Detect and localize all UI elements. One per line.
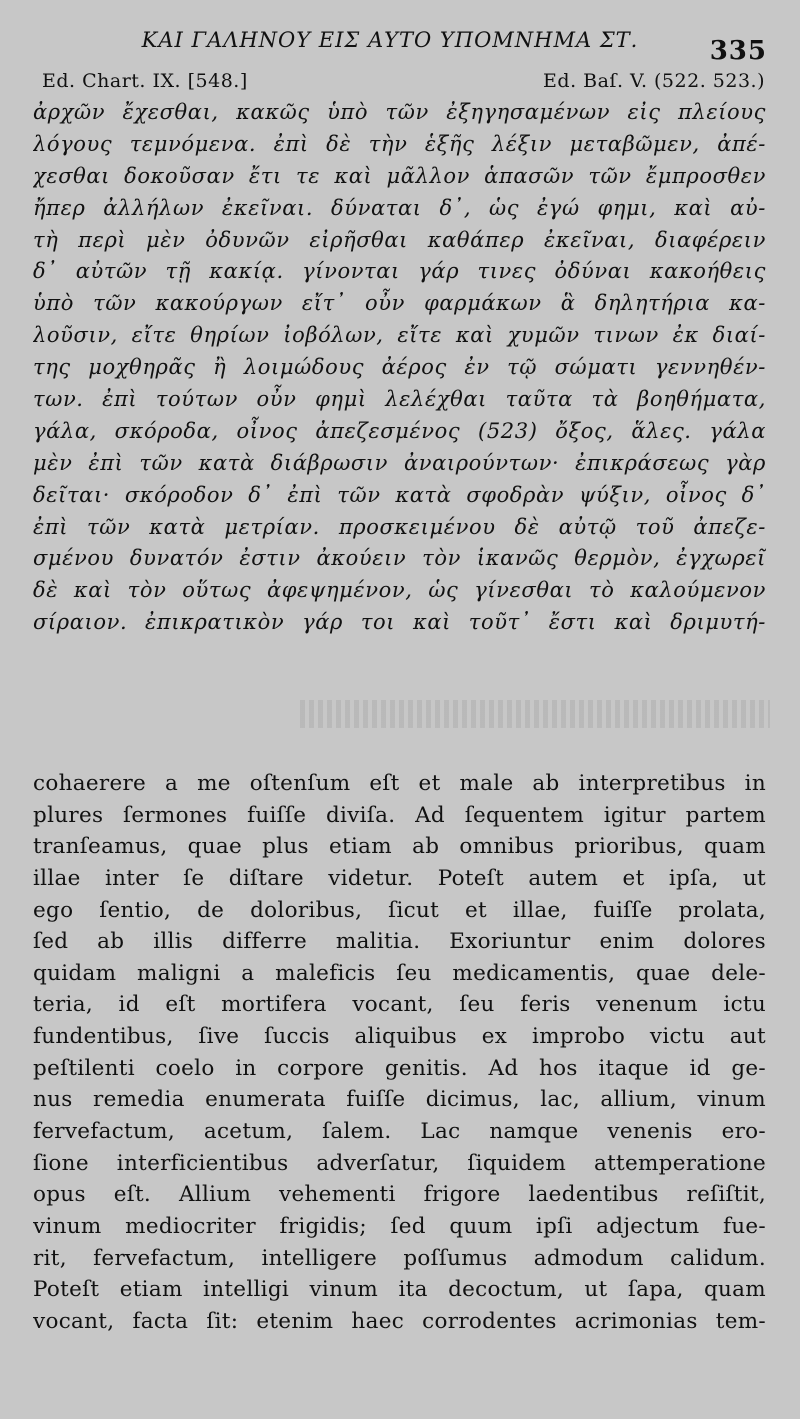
greek-line: της μοχθηρᾶς ἢ λοιμώδους ἀέρος ἐν τῷ σώματι γεννηθέν- [33, 355, 766, 380]
greek-line: λόγους τεμνόμενα. ἐπὶ δὲ τὴν ἑξῆς λέξιν μεταβῶμεν, ἀπέ- [33, 131, 766, 156]
running-title: ΚΑΙ ΓΑΛΗΝΟΥ ΕΙΣ ΑΥΤΟ ΥΠΟΜΝΗΜΑ ΣΤ. [141, 28, 639, 52]
greek-line: ἀρχῶν ἔχεσθαι, κακῶς ὑπὸ τῶν ἐξηγησαμένων εἰς πλείους [33, 100, 766, 124]
latin-line: quidam maligni a maleficis ſeu medicamentis, quae dele- [33, 960, 766, 986]
greek-line: δεῖται· σκόροδον δ᾽ ἐπὶ τῶν κατὰ σφοδρὰν ψύξιν, οἶνος δ᾽ [33, 482, 766, 507]
latin-line: Poteſt etiam intelligi vinum ita decoctum, ut ſapa, quam [33, 1277, 766, 1303]
greek-text-block [33, 97, 766, 639]
bleed-through-shadow [300, 700, 770, 728]
greek-line: δὲ καὶ τὸν οὕτως ἀφεψημένον, ὡς γίνεσθαι τὸ καλούμενον [33, 578, 766, 603]
latin-line: fundentibus, ſive ſuccis aliquibus ex improbo victu aut [33, 1024, 766, 1050]
latin-line: cohaerere a me oſtenſum eſt et male ab interpretibus in [33, 771, 766, 796]
greek-line: τὴ περὶ μὲν ὀδυνῶν εἰρῆσθαι καθάπερ ἐκεῖναι, διαφέρειν [33, 227, 766, 252]
latin-text-block [33, 768, 766, 1338]
greek-line: των. ἐπὶ τούτων οὖν φημὶ λελέχθαι ταῦτα τὰ βοηθήματα, [33, 387, 766, 412]
latin-line: vocant, facta ſit: etenim haec corrodentes acrimonias tem- [33, 1308, 766, 1334]
greek-line: λοῦσιν, εἴτε θηρίων ἰοβόλων, εἴτε καὶ χυμῶν τινων ἐκ διαί- [33, 323, 766, 348]
latin-line: vinum mediocriter frigidis; ſed quum ipſi adjectum fue- [33, 1213, 766, 1239]
greek-line: χεσθαι δοκοῦσαν ἔτι τε καὶ μᾶλλον ἁπασῶν τῶν ἔμπροσθεν [33, 163, 766, 188]
latin-line: plures ſermones fuiſſe diviſa. Ad ſequentem igitur partem [33, 802, 766, 828]
latin-line: nus remedia enumerata fuiſſe dicimus, lac, allium, vinum [33, 1087, 766, 1113]
latin-line: teria, id eſt mortifera vocant, ſeu feris venenum ictu [33, 992, 766, 1018]
page-number: 335 [709, 36, 767, 66]
latin-line: fervefactum, acetum, ſalem. Lac namque venenis ero- [33, 1119, 766, 1145]
latin-line: peſtilenti coelo in corpore genitis. Ad hos itaque id ge- [33, 1055, 766, 1081]
greek-line: δ᾽ αὐτῶν τῇ κακίᾳ. γίνονται γάρ τινες ὀδύναι κακοήθεις [33, 259, 766, 284]
greek-line: μὲν ἐπὶ τῶν κατὰ διάβρωσιν ἀναιρούντων· ἐπικράσεως γὰρ [33, 450, 766, 475]
greek-line: ἤπερ ἀλλήλων ἐκεῖναι. δύναται δ᾽, ὡς ἐγώ φημι, καὶ αὐ- [33, 195, 766, 220]
greek-line: γάλα, σκόροδα, οἶνος ἀπεζεσμένος (523) ὄξος, ἅλες. γάλα [33, 418, 766, 443]
greek-line: σμένου δυνατόν ἐστιν ἀκούειν τὸν ἱκανῶς θερμὸν, ἐγχωρεῖ [33, 546, 766, 571]
latin-line: rit, fervefactum, intelligere poſſumus admodum calidum. [33, 1245, 766, 1271]
edition-reference-basel: Ed. Baſ. V. (522. 523.) [543, 70, 765, 92]
latin-line: opus eſt. Allium vehementi frigore laedentibus reſiſtit, [33, 1182, 766, 1208]
latin-line: tranſeamus, quae plus etiam ab omnibus prioribus, quam [33, 834, 766, 860]
greek-line: σίραιον. ἐπικρατικὸν γάρ τοι καὶ τοῦτ᾽ ἔστι καὶ δριμυτή- [33, 610, 766, 635]
latin-line: ego ſentio, de doloribus, ſicut et illae, fuiſſe prolata, [33, 897, 766, 923]
latin-line: ſed ab illis differre malitia. Exoriuntur enim dolores [33, 929, 766, 955]
edition-reference-chartier: Ed. Chart. IX. [548.] [42, 70, 248, 92]
latin-line: ſione interficientibus adverſatur, ſiquidem attemperatione [33, 1150, 766, 1176]
greek-line: ὑπὸ τῶν κακούργων εἴτ᾽ οὖν φαρμάκων ἃ δηλητήρια κα- [33, 291, 766, 316]
latin-line: illae inter ſe diſtare videtur. Poteſt autem et ipſa, ut [33, 865, 766, 891]
greek-line: ἐπὶ τῶν κατὰ μετρίαν. προσκειμένου δὲ αὐτῷ τοῦ ἀπεζε- [33, 514, 766, 539]
